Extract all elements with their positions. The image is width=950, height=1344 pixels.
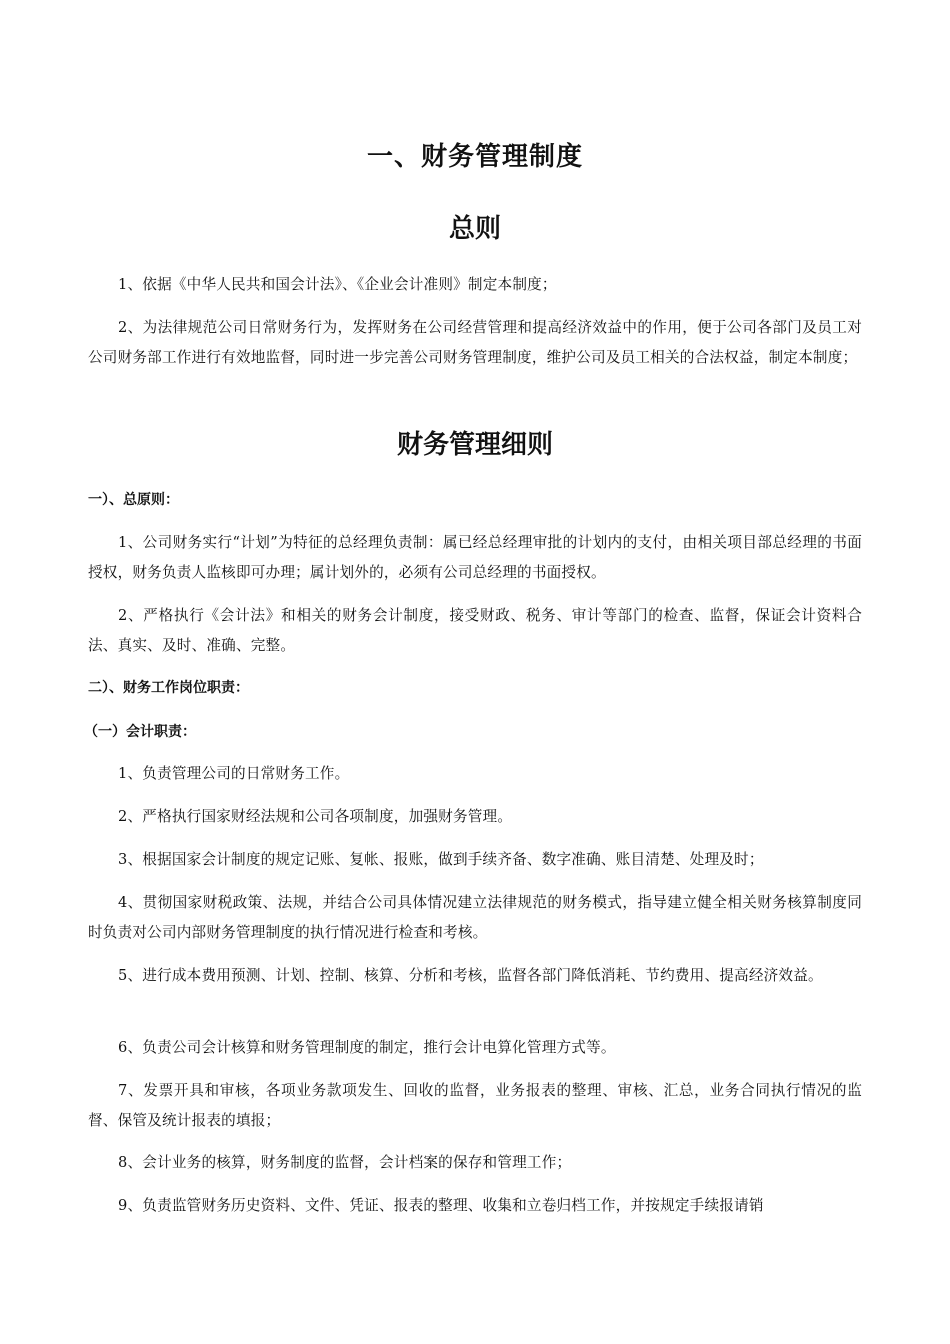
principles-paragraph-2: 2、严格执行《会计法》和相关的财务会计制度，接受财政、税务、审计等部门的检查、监督，保证会计资料合法、真实、及时、准确、完整。 [88, 607, 862, 654]
general-paragraph-1: 1、依据《中华人民共和国会计法》、《企业会计准则》制定本制度； [118, 276, 557, 293]
accounting-paragraph-6: 6、负责公司会计核算和财务管理制度的制定，推行会计电算化管理方式等。 [118, 1039, 616, 1056]
general-paragraph-2: 2、为法律规范公司日常财务行为，发挥财务在公司经营管理和提高经济效益中的作用，便于公司各部门及员工对公司财务部工作进行有效地监督，同时进一步完善公司财务管理制度，维护公司及员工相关的合法权益，制定本制度； [88, 319, 862, 366]
accounting-paragraph-3: 3、根据国家会计制度的规定记账、复帐、报账，做到手续齐备、数字准确、账目清楚、处理及时； [118, 851, 764, 868]
section-heading-general: 总则 [448, 214, 501, 244]
subheading-principles: 一）、总原则： [88, 492, 179, 508]
accounting-paragraph-7: 7、发票开具和审核，各项业务款项发生、回收的监督，业务报表的整理、审核、汇总，业务合同执行情况的监督、保管及统计报表的填报； [88, 1082, 862, 1129]
document-title: 一、财务管理制度 [366, 142, 583, 172]
accounting-paragraph-8: 8、会计业务的核算，财务制度的监督，会计档案的保存和管理工作； [118, 1154, 572, 1171]
accounting-paragraph-9: 9、负责监管财务历史资料、文件、凭证、报表的整理、收集和立卷归档工作，并按规定手续报请销 [118, 1197, 764, 1214]
subheading-accounting: （一）会计职责： [84, 724, 196, 740]
principles-paragraph-1: 1、公司财务实行“计划”为特征的总经理负责制：属已经总经理审批的计划内的支付，由相关项目部总经理的书面授权，财务负责人监核即可办理；属计划外的，必须有公司总经理的书面授权。 [88, 534, 862, 581]
accounting-paragraph-2: 2、严格执行国家财经法规和公司各项制度，加强财务管理。 [118, 808, 513, 825]
subheading-duties: 二）、财务工作岗位职责： [88, 680, 249, 696]
accounting-paragraph-1: 1、负责管理公司的日常财务工作。 [118, 765, 350, 782]
accounting-paragraph-5: 5、进行成本费用预测、计划、控制、核算、分析和考核，监督各部门降低消耗、节约费用、提高经济效益。 [118, 967, 823, 984]
accounting-paragraph-4: 4、贯彻国家财税政策、法规，并结合公司具体情况建立法律规范的财务模式，指导建立健全相关财务核算制度同时负责对公司内部财务管理制度的执行情况进行检查和考核。 [88, 894, 862, 941]
section-heading-details: 财务管理细则 [396, 430, 553, 460]
